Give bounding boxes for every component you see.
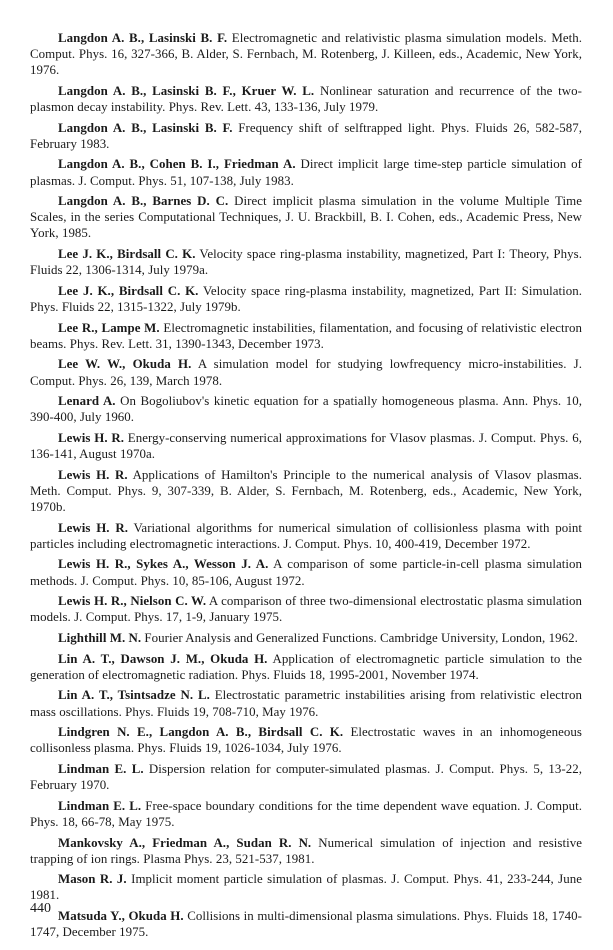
reference-entry	[30, 761, 582, 793]
reference-text: Applications of Hamilton's Principle to the numerical analysis of Vlasov plasmas. Meth. Comput. Phys. 9, 307-339, B. Alder, S. Fernbach, M. Rotenberg, eds., Academic, New York, 1970b.	[30, 467, 582, 514]
reference-authors: Lindman E. L.	[58, 762, 144, 777]
reference-entry	[30, 467, 582, 515]
reference-text: Electromagnetic and relativistic plasma simulation models. Meth. Comput. Phys. 16, 327-366, B. Alder, S. Fernbach, M. Rotenberg, J. Killeen, eds., Academic, New York, 1976.	[30, 31, 582, 78]
reference-entry	[30, 430, 582, 462]
reference-authors: Lewis H. R.	[58, 467, 128, 482]
reference-entry	[30, 798, 582, 830]
reference-entry	[30, 908, 582, 940]
reference-authors: Lin A. T., Dawson J. M., Okuda H.	[58, 651, 268, 666]
reference-text: Collisions in multi-dimensional plasma simulations. Phys. Fluids 18, 1740-1747, December 1975.	[30, 909, 583, 940]
reference-text: Electrostatic waves in an inhomogeneous collisonless plasma. Phys. Fluids 19, 1026-1034, July 1976.	[30, 725, 582, 756]
reference-authors: Matsuda Y., Okuda H.	[58, 909, 184, 924]
reference-entry	[30, 320, 582, 352]
reference-entry	[30, 687, 582, 719]
reference-text: Fourier Analysis and Generalized Functions. Cambridge University, London, 1962.	[141, 631, 578, 645]
reference-text: Direct implicit large time-step particle simulation of plasmas. J. Comput. Phys. 51, 107-138, July 1983.	[30, 157, 582, 188]
reference-authors: Lewis H. R.	[58, 431, 125, 445]
reference-authors: Lin A. T., Tsintsadze N. L.	[58, 688, 210, 703]
reference-authors: Lindgren N. E., Langdon A. B., Birdsall C. K.	[58, 725, 344, 740]
reference-authors: Lee W. W., Okuda H.	[58, 357, 192, 372]
reference-authors: Langdon A. B., Lasinski B. F.	[58, 31, 228, 45]
reference-text: Direct implicit plasma simulation in the volume Multiple Time Scales, in the series Computational Techniques, J. U. Brackbill, B. I. Cohen, eds., Academic Press, New York, 1985.	[30, 194, 582, 241]
reference-entry	[30, 593, 582, 625]
reference-text: Numerical simulation of injection and resistive trapping of ion rings. Plasma Phys. 23, 521-537, 1981.	[30, 835, 582, 866]
reference-entry	[30, 156, 582, 188]
reference-authors: Langdon A. B., Barnes D. C.	[58, 194, 229, 209]
reference-entry	[30, 30, 582, 78]
reference-text: Application of electromagnetic particle simulation to the generation of electromagnetic radiation. Phys. Fluids 18, 1995-2001, November 1974.	[30, 651, 582, 682]
reference-text: A comparison of three two-dimensional electrostatic plasma simulation models. J. Comput. Phys. 17, 1-9, January 1975.	[30, 594, 582, 625]
reference-text: Dispersion relation for computer-simulated plasmas. J. Comput. Phys. 5, 13-22, February 1970.	[30, 762, 582, 793]
reference-entry	[30, 556, 582, 588]
reference-entry	[30, 83, 582, 115]
reference-text: A simulation model for studying lowfrequency micro-instabilities. J. Comput. Phys. 26, 139, March 1978.	[30, 357, 582, 388]
reference-entry	[30, 871, 582, 903]
reference-text: Energy-conserving numerical approximations for Vlasov plasmas. J. Comput. Phys. 6, 136-141, August 1970a.	[30, 431, 582, 462]
reference-entry	[30, 520, 582, 552]
reference-text: Electromagnetic instabilities, filamentation, and focusing of relativistic electron beams. Phys. Rev. Lett. 31, 1390-1343, December 1973.	[30, 320, 583, 351]
reference-authors: Lewis H. R., Nielson C. W.	[58, 594, 207, 609]
reference-authors: Lee J. K., Birdsall C. K.	[58, 247, 196, 262]
reference-authors: Mankovsky A., Friedman A., Sudan R. N.	[58, 835, 312, 850]
reference-text: Variational algorithms for numerical simulation of collisionless plasma with point particles including electromagnetic interactions. J. Comput. Phys. 10, 400-419, December 1972.	[30, 520, 582, 551]
reference-text: Frequency shift of selftrapped light. Phys. Fluids 26, 582-587, February 1983.	[30, 120, 582, 151]
reference-list	[30, 30, 582, 940]
reference-authors: Lindman E. L.	[58, 798, 142, 813]
reference-entry	[30, 651, 582, 683]
reference-authors: Lee R., Lampe M.	[58, 320, 160, 335]
reference-text: Free-space boundary conditions for the time dependent wave equation. J. Comput. Phys. 18, 66-78, May 1975.	[30, 798, 583, 829]
reference-authors: Lenard A.	[58, 394, 116, 409]
reference-authors: Langdon A. B., Lasinski B. F., Kruer W. L.	[58, 83, 315, 98]
reference-entry	[30, 193, 582, 241]
page-number: 440	[30, 901, 51, 916]
reference-authors: Lee J. K., Birdsall C. K.	[58, 283, 199, 298]
reference-text: Velocity space ring-plasma instability, magnetized, Part I: Theory, Phys. Fluids 22, 1306-1314, July 1979a.	[30, 247, 582, 278]
reference-entry	[30, 283, 582, 315]
reference-authors: Langdon A. B., Lasinski B. F.	[58, 120, 233, 135]
reference-text: Electrostatic parametric instabilities arising from relativistic electron mass oscillations. Phys. Fluids 19, 708-710, May 1976.	[30, 688, 582, 719]
reference-text: Implicit moment particle simulation of plasmas. J. Comput. Phys. 41, 233-244, June 1981.	[30, 872, 582, 903]
reference-entry	[30, 246, 582, 278]
reference-authors: Lighthill M. N.	[58, 631, 142, 645]
reference-authors: Lewis H. R., Sykes A., Wesson J. A.	[58, 557, 269, 572]
reference-entry	[30, 393, 582, 425]
reference-text: Velocity space ring-plasma instability, magnetized, Part II: Simulation. Phys. Fluids 22, 1315-1322, July 1979b.	[30, 283, 582, 314]
reference-text: Nonlinear saturation and recurrence of the two-plasmon decay instability. Phys. Rev. Lett. 43, 133-136, July 1979.	[30, 83, 582, 114]
reference-entry	[30, 630, 582, 646]
bibliography-page	[30, 30, 582, 945]
reference-authors: Lewis H. R.	[58, 520, 128, 535]
reference-text: A comparison of some particle-in-cell plasma simulation methods. J. Comput. Phys. 10, 85-106, August 1972.	[30, 557, 583, 588]
reference-text: On Bogoliubov's kinetic equation for a spatially homogeneous plasma. Ann. Phys. 10, 390-400, July 1960.	[30, 394, 582, 425]
reference-authors: Mason R. J.	[58, 872, 127, 887]
reference-entry	[30, 120, 582, 152]
reference-entry	[30, 356, 582, 388]
reference-entry	[30, 724, 582, 756]
reference-authors: Langdon A. B., Cohen B. I., Friedman A.	[58, 157, 296, 172]
reference-entry	[30, 835, 582, 867]
